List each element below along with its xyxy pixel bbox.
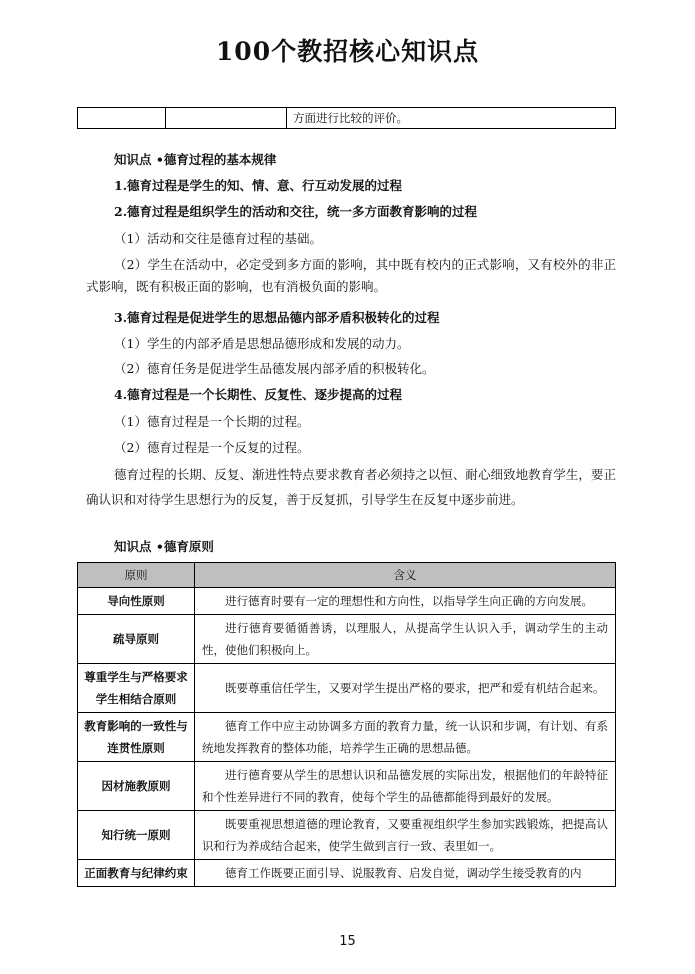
paragraph: （1）活动和交往是德育过程的基础。 — [114, 231, 322, 246]
table-row — [78, 762, 616, 811]
section-heading: 知识点 •德育原则 — [114, 539, 214, 554]
principle-name: 疏导原则 — [78, 615, 195, 664]
table-row — [78, 108, 616, 129]
principle-name: 知行统一原则 — [78, 811, 195, 860]
table-row — [78, 588, 616, 615]
paragraph: 德育过程的长期、反复、渐进性特点要求教育者必须持之以恒、耐心细致地教育学生，要正确认识和对待学生思想行为的反复，善于反复抓，引导学生在反复中逐步前进。 — [86, 467, 616, 507]
law-heading: 3.德育过程是促进学生的思想品德内部矛盾积极转化的过程 — [114, 310, 440, 325]
column-header: 含义 — [195, 563, 616, 588]
paragraph: （1）学生的内部矛盾是思想品德形成和发展的动力。 — [114, 336, 410, 351]
principle-name: 正面教育与纪律约束 — [78, 860, 195, 887]
table-row — [78, 664, 616, 713]
paragraph: （2）德育任务是促进学生品德发展内部矛盾的积极转化。 — [114, 361, 435, 376]
table-row — [78, 860, 616, 887]
principles-table — [77, 562, 616, 887]
principle-name: 教育影响的一致性与连贯性原则 — [78, 713, 195, 762]
page-number: 15 — [339, 934, 356, 949]
table-row — [78, 811, 616, 860]
principle-meaning: 既要尊重信任学生，又要对学生提出严格的要求，把严和爱有机结合起来。 — [195, 664, 616, 713]
table-cell: 方面进行比较的评价。 — [287, 108, 616, 129]
paragraph: （2）德育过程是一个反复的过程。 — [114, 440, 310, 455]
principle-meaning: 德育工作既要正面引导、说服教育、启发自觉，调动学生接受教育的内 — [195, 860, 616, 887]
law-heading: 2.德育过程是组织学生的活动和交往，统一多方面教育影响的过程 — [114, 204, 478, 219]
principle-meaning: 既要重视思想道德的理论教育，又要重视组织学生参加实践锻炼，把提高认识和行为养成结合起来，使学生做到言行一致、表里如一。 — [195, 811, 616, 860]
paragraph: （1）德育过程是一个长期的过程。 — [114, 414, 310, 429]
principle-meaning: 德育工作中应主动协调多方面的教育力量，统一认识和步调，有计划、有系统地发挥教育的整体功能，培养学生正确的思想品德。 — [195, 713, 616, 762]
principle-meaning: 进行德育要从学生的思想认识和品德发展的实际出发，根据他们的年龄特征和个性差异进行不同的教育，使每个学生的品德都能得到最好的发展。 — [195, 762, 616, 811]
principle-name: 尊重学生与严格要求学生相结合原则 — [78, 664, 195, 713]
law-heading: 1.德育过程是学生的知、情、意、行互动发展的过程 — [114, 178, 403, 193]
table-cell — [166, 108, 287, 129]
page-title: 100个教招核心知识点 — [215, 37, 480, 66]
section-heading: 知识点 •德育过程的基本规律 — [114, 152, 277, 167]
table-row — [78, 615, 616, 664]
table-row — [78, 713, 616, 762]
principle-name: 导向性原则 — [78, 588, 195, 615]
table-header-row — [78, 563, 616, 588]
principle-meaning: 进行德育要循循善诱，以理服人，从提高学生认识入手，调动学生的主动性，使他们积极向上。 — [195, 615, 616, 664]
law-heading: 4.德育过程是一个长期性、反复性、逐步提高的过程 — [114, 387, 403, 402]
continued-table-fragment — [77, 107, 616, 129]
principle-name: 因材施教原则 — [78, 762, 195, 811]
table-cell — [78, 108, 166, 129]
paragraph: （2）学生在活动中，必定受到多方面的影响，其中既有校内的正式影响，又有校外的非正式影响，既有积极正面的影响，也有消极负面的影响。 — [86, 257, 616, 294]
column-header: 原则 — [78, 563, 195, 588]
principle-meaning: 进行德育时要有一定的理想性和方向性，以指导学生向正确的方向发展。 — [195, 588, 616, 615]
